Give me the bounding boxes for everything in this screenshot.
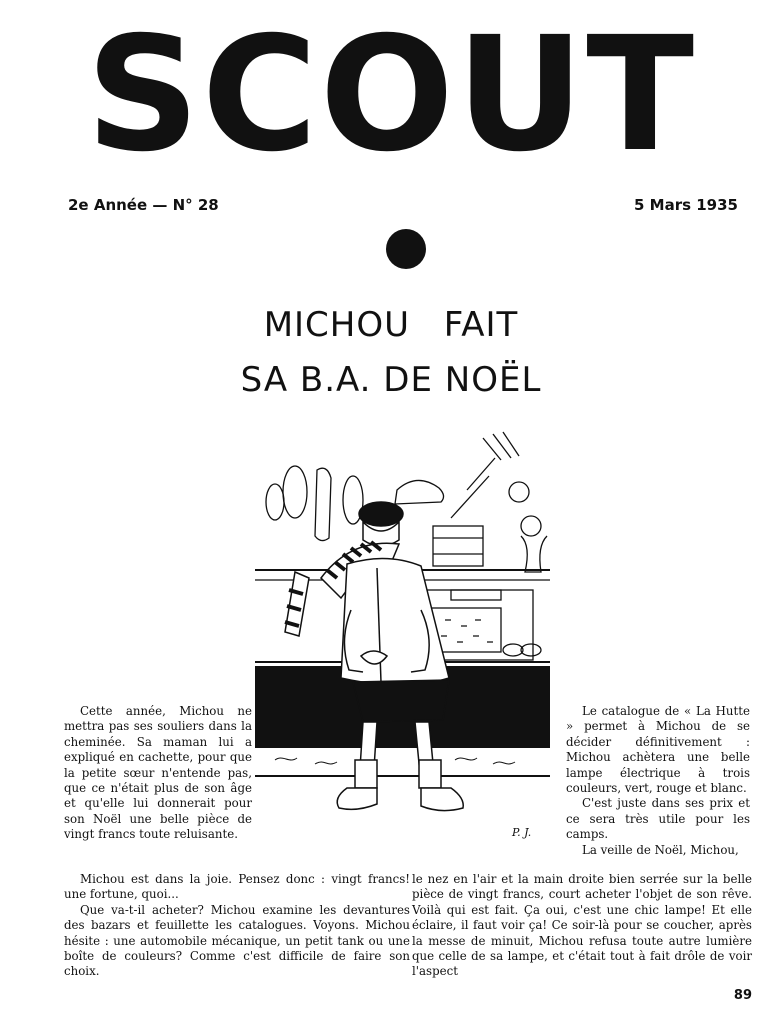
issue-number: 2e Année — N° 28 — [68, 196, 219, 214]
issue-date: 5 Mars 1935 — [633, 196, 738, 214]
page-number: 89 — [733, 988, 752, 1003]
separator-dot — [386, 229, 426, 269]
magazine-masthead: SCOUT — [85, 3, 697, 187]
article-column-left-bottom — [64, 872, 410, 980]
article-paragraph: Que va-t-il acheter? Michou examine les devantures des bazars et feuillette les catalogues. Voyons. Michou hésite : une automobile mécanique, un petit tank ou une boîte de couleurs? Comme c'est difficile de faire son choix. — [64, 902, 410, 979]
article-paragraph: Michou est dans la joie. Pensez donc : vingt francs! une fortune, quoi... — [64, 872, 410, 902]
boy-at-shop-window-illustration — [255, 430, 550, 848]
illustration-signature: P. J. — [512, 826, 532, 839]
article-paragraph: Cette année, Michou ne mettra pas ses souliers dans la cheminée. Sa maman lui a expliqué en cachette, pour que la petite sœur n'entende pas, que ce n'était plus de son âge et qu'elle lui donnerait pour son Noël une belle pièce de vingt francs toute reluisante. — [64, 704, 252, 842]
article-column-right-bottom — [412, 872, 752, 980]
article-column-left-top — [64, 704, 252, 843]
article-paragraph: le nez en l'air et la main droite bien serrée sur la belle pièce de vingt francs, court acheter l'objet de son rêve. Voilà qui est fait. Ça oui, c'est une chic lampe! Et elle éclaire, il faut voir ça! Ce soir-là pour se coucher, après la messe de minuit, Michou refusa toute autre lumière que celle de sa lampe, et c'était tout à fait drôle de voir l'aspect — [412, 872, 752, 979]
article-column-right-top — [566, 704, 750, 858]
article-paragraph: Le catalogue de « La Hutte » permet à Michou de se décider définitivement : Michou achètera une belle lampe électrique à trois couleurs, vert, rouge et blanc. — [566, 704, 750, 796]
headline-line-1: MICHOU FAIT — [263, 305, 519, 345]
article-paragraph: C'est juste dans ses prix et ce sera très utile pour les camps. — [566, 796, 750, 842]
headline-line-2: SA B.A. DE NOËL — [240, 360, 542, 400]
article-paragraph: La veille de Noël, Michou, — [582, 842, 739, 857]
